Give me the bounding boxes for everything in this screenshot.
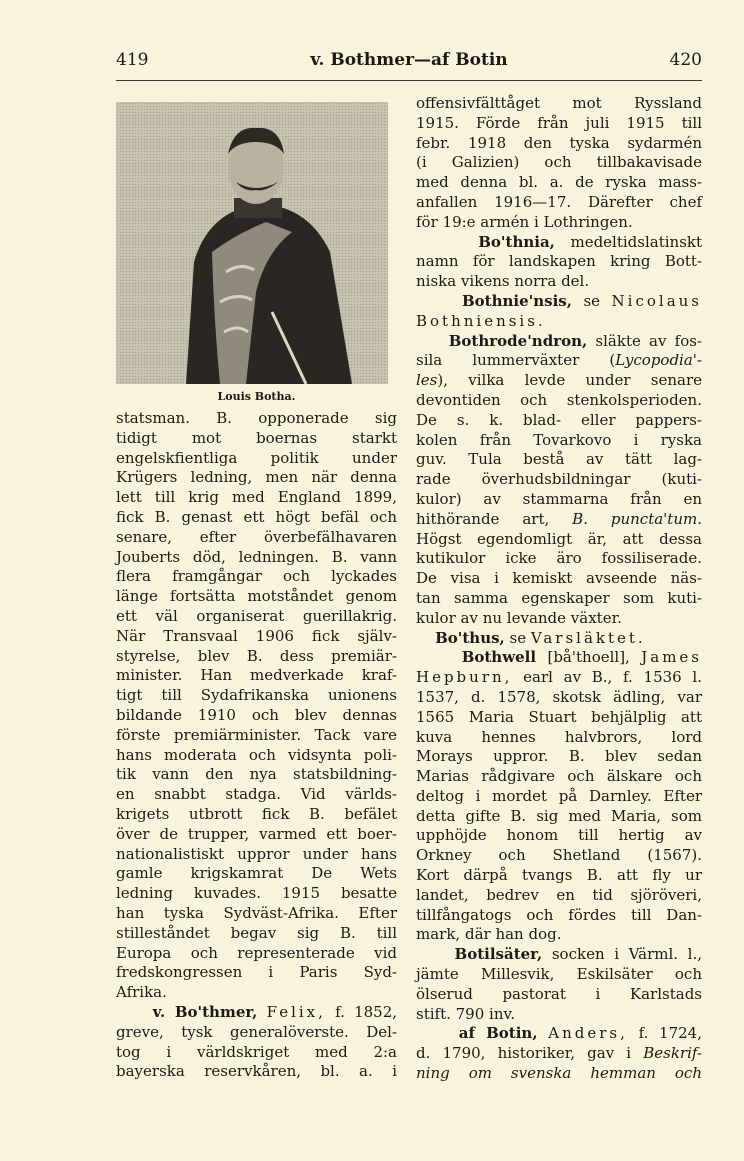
text-line: hans moderata och vidsynta poli- xyxy=(116,745,397,764)
entry-bothus: Bo'thus, se Varsläktet. xyxy=(435,628,646,647)
entry-head: Bo'thus, xyxy=(435,628,505,647)
entry-head: Bo'thnia, xyxy=(478,232,555,251)
text-line: Europa och representerade vid xyxy=(116,943,397,962)
text-line: ning om svenska hemman och xyxy=(416,1064,702,1083)
entry-head: af Botin, xyxy=(458,1024,538,1043)
text-line: greve, tysk generalöverste. Del- xyxy=(116,1022,397,1041)
entry-head: v. Bo'thmer, xyxy=(152,1002,258,1021)
entry-bothwell: Bothwell [bå'thoell], James xyxy=(461,648,702,667)
text-line: jämte Millesvik, Eskilsäter och xyxy=(416,965,702,984)
running-title: v. Bothmer—af Botin xyxy=(310,50,508,70)
text-line: les), vilka levde under senare xyxy=(416,371,702,390)
text-line: kolen från Tovarkovo i ryska xyxy=(416,430,702,449)
text-line: förste premiärminister. Tack vare xyxy=(116,725,397,744)
text-line: 1565 Maria Stuart behjälplig att xyxy=(416,707,702,726)
text-line: bildande 1910 och blev dennas xyxy=(116,705,397,724)
text-line: rade överhudsbildningar (kuti- xyxy=(416,470,702,489)
text-line: kutikulor icke äro fossiliserade. xyxy=(416,549,702,568)
text-line: Högst egendomligt är, att dessa xyxy=(416,529,702,548)
text-line: senare, efter överbefälhavaren xyxy=(116,527,397,546)
entry-head: Botilsäter, xyxy=(454,945,543,964)
text-line: han tyska Sydväst-Afrika. Efter xyxy=(116,903,397,922)
text-line: guv. Tula bestå av tätt lag- xyxy=(416,450,702,469)
text-line: tillfångatogs och fördes till Dan- xyxy=(416,905,702,924)
text-line: De visa i kemiskt avseende näs- xyxy=(416,569,702,588)
text-line: statsman. B. opponerade sig xyxy=(116,409,397,427)
text-line: Hepburn, earl av B., f. 1536 l. xyxy=(416,668,702,687)
text-line: fick B. genast ett högt befäl och xyxy=(116,507,397,526)
text-line: kulor) av stammarna från en xyxy=(416,489,702,508)
text-line: länge fortsätta motståndet genom xyxy=(116,587,397,606)
entry-bothrodendron: Bothrode'ndron, släkte av fos- xyxy=(448,331,702,350)
text-line: 1537, d. 1578, skotsk ädling, var xyxy=(416,687,702,706)
text-line: engelskfientliga politik under xyxy=(116,448,397,467)
text-line: devontiden och stenkolsperioden. xyxy=(416,390,702,409)
left-column xyxy=(116,94,397,1082)
text-line: tidigt mot boernas starkt xyxy=(116,428,397,447)
portrait-photo xyxy=(116,102,388,384)
text-line: styrelse, blev B. dess premiär- xyxy=(116,646,397,665)
text-line: bayerska reservkåren, bl. a. i xyxy=(116,1062,397,1081)
text-line: hithörande art, B. puncta'tum. xyxy=(416,509,702,528)
text-line: De s. k. blad- eller pappers- xyxy=(416,410,702,429)
text-line: ledning kuvades. 1915 besatte xyxy=(116,884,397,903)
text-line: (i Galizien) och tillbakavisade xyxy=(416,153,702,172)
text-line: över de trupper, varmed ett boer- xyxy=(116,824,397,843)
text-line: Krügers ledning, men när denna xyxy=(116,468,397,487)
text-line: Afrika. xyxy=(116,983,167,1002)
running-header xyxy=(116,50,702,78)
entry-botilsater: Botilsäter, socken i Värml. l., xyxy=(454,945,702,964)
text-line: detta gifte B. sig med Maria, som xyxy=(416,806,702,825)
text-line: tog i världskriget med 2:a xyxy=(116,1042,397,1061)
text-line: d. 1790, historiker, gav i Beskrif- xyxy=(416,1044,702,1063)
text-line: ölserud pastorat i Karlstads xyxy=(416,984,702,1003)
text-line: upphöjde honom till hertig av xyxy=(416,826,702,845)
text-line: deltog i mordet på Darnley. Efter xyxy=(416,786,702,805)
page-number-left: 419 xyxy=(116,50,149,70)
text-line: kulor av nu levande växter. xyxy=(416,608,622,627)
text-line: Bothniensis. xyxy=(416,311,546,330)
header-rule xyxy=(116,80,702,81)
text-line: gamle krigskamrat De Wets xyxy=(116,864,397,883)
text-line: minister. Han medverkade kraf- xyxy=(116,666,397,685)
text-line: 1915. Förde från juli 1915 till xyxy=(416,113,702,132)
text-line: namn för landskapen kring Bott- xyxy=(416,252,702,271)
portrait-image xyxy=(116,102,388,384)
entry-head: Bothwell xyxy=(461,648,537,667)
entry-bothnia: Bo'thnia, medeltidslatinskt xyxy=(478,232,703,251)
page-number-right: 420 xyxy=(669,50,702,70)
text-line: niska vikens norra del. xyxy=(416,272,590,291)
entry-af-botin: af Botin, Anders, f. 1724, xyxy=(458,1024,702,1043)
text-line: krigets utbrott fick B. befälet xyxy=(116,804,397,823)
text-line: med denna bl. a. de ryska mass- xyxy=(416,173,702,192)
right-column xyxy=(416,94,702,1084)
text-line: offensivfälttåget mot Ryssland xyxy=(416,94,702,112)
text-line: Marias rådgivare och älskare och xyxy=(416,767,702,786)
text-line: lett till krig med England 1899, xyxy=(116,488,397,507)
text-line: landet, bedrev en tid sjöröveri, xyxy=(416,885,702,904)
entry-bothniensis: Bothnie'nsis, se Nicolaus xyxy=(461,291,702,310)
photo-caption: Louis Botha. xyxy=(217,390,296,403)
text-line: mark, där han dog. xyxy=(416,925,562,944)
text-line: tik vann den nya statsbildning- xyxy=(116,765,397,784)
text-line: Morays uppror. B. blev sedan xyxy=(416,747,702,766)
text-line: Jouberts död, ledningen. B. vann xyxy=(116,547,397,566)
entry-head: Bothnie'nsis, xyxy=(461,291,572,310)
text-line: kuva hennes halvbrors, lord xyxy=(416,727,702,746)
text-line: febr. 1918 den tyska sydarmén xyxy=(416,133,702,152)
text-line: en snabbt stadga. Vid världs- xyxy=(116,785,397,804)
text-line: stift. 790 inv. xyxy=(416,1004,515,1023)
text-line: ett väl organiserat guerillakrig. xyxy=(116,606,397,625)
text-line: nationalistiskt uppror under hans xyxy=(116,844,397,863)
entry-head: Bothrode'ndron, xyxy=(448,331,588,350)
entry-bothmer: v. Bo'thmer, Felix, f. 1852, xyxy=(152,1002,398,1021)
text-line: för 19:e armén i Lothringen. xyxy=(416,212,633,231)
text-line: tan samma egenskaper som kuti- xyxy=(416,588,702,607)
text-line: När Transvaal 1906 fick själv- xyxy=(116,626,397,645)
left-body-text xyxy=(116,409,397,1082)
text-line: flera framgångar och lyckades xyxy=(116,567,397,586)
text-line: Kort därpå tvangs B. att fly ur xyxy=(416,866,702,885)
text-line: fredskongressen i Paris Syd- xyxy=(116,963,397,982)
text-line: stilleståndet begav sig B. till xyxy=(116,923,397,942)
text-line: anfallen 1916—17. Därefter chef xyxy=(416,192,702,211)
text-line: Orkney och Shetland (1567). xyxy=(416,846,702,865)
text-line: sila lummerväxter (Lycopodia'- xyxy=(416,351,702,370)
text-line: tigt till Sydafrikanska unionens xyxy=(116,686,397,705)
